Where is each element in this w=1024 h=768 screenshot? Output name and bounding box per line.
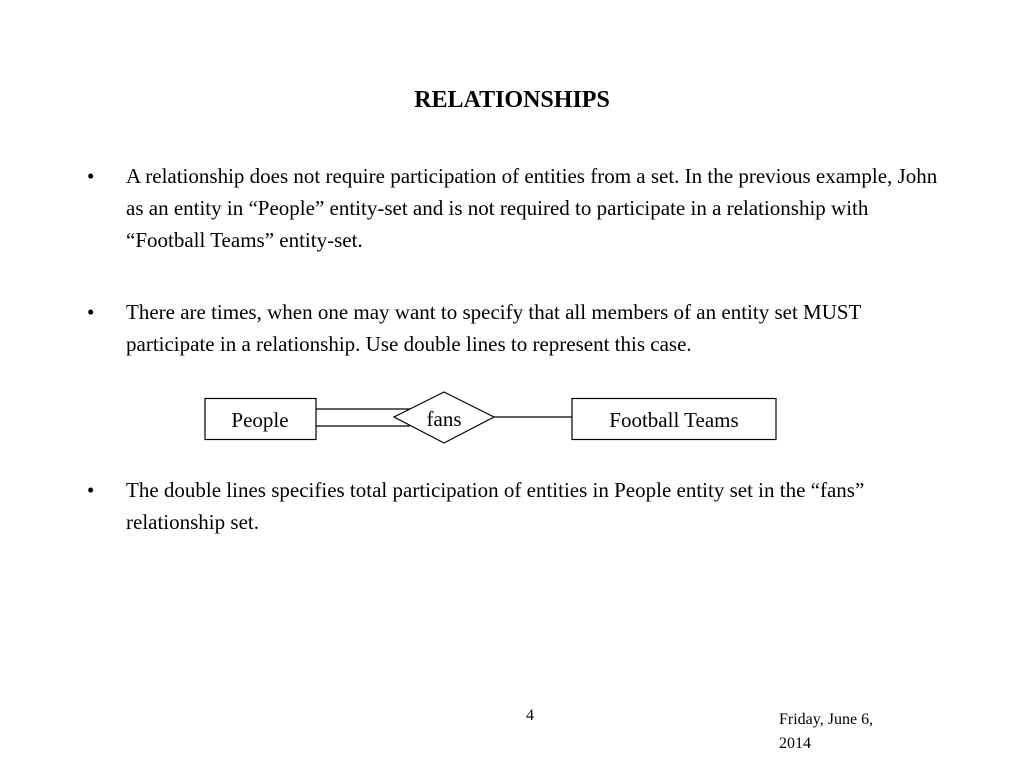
- bullet-marker: •: [87, 164, 95, 188]
- bullet-marker: •: [87, 478, 95, 502]
- relationship-label-fans: fans: [426, 407, 462, 431]
- bullet-text: The double lines specifies total participation of entities in People entity set in the “fans” relationship set.: [126, 478, 865, 534]
- slide-title: RELATIONSHIPS: [414, 87, 610, 113]
- page-number: 4: [526, 707, 534, 724]
- bullet-item: [87, 474, 947, 538]
- bullet-marker: •: [87, 300, 95, 324]
- entity-set-label-football-teams: Football Teams: [609, 408, 739, 432]
- bullet-text: There are times, when one may want to specify that all members of an entity set MUST participate in a relationship. Use double lines to represent this case.: [126, 300, 861, 356]
- entity-set-label-people: People: [231, 408, 289, 432]
- footer-date: Friday, June 6, 2014: [779, 711, 874, 752]
- bullet-text: A relationship does not require participation of entities from a set. In the previous example, John as an entity in “People” entity-set and is not required to participate in a relationship with “Football Teams” entity-set.: [126, 164, 938, 252]
